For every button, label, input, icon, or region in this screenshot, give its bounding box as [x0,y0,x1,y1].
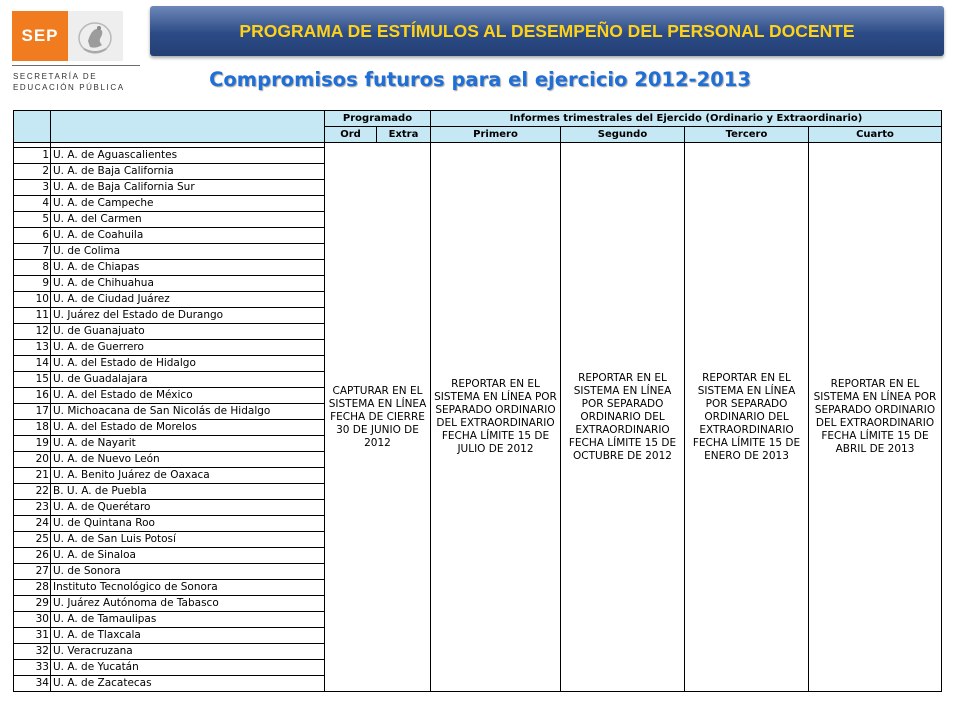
header-informes: Informes trimestrales del Ejercido (Ordinario y Extraordinario) [431,111,942,127]
institution-name: U. A. de Aguascalientes [51,148,325,164]
header-ord: Ord [325,127,377,143]
institution-name: U. A. Benito Juárez de Oaxaca [51,468,325,484]
header-programado: Programado [325,111,431,127]
institution-name: U. A. de Nuevo León [51,452,325,468]
commitments-table [13,110,942,692]
row-number: 4 [14,196,51,212]
institution-name: U. A. de Chihuahua [51,276,325,292]
row-number: 9 [14,276,51,292]
institution-name: U. A. de Chiapas [51,260,325,276]
primero-instruction: REPORTAR EN EL SISTEMA EN LÍNEA POR SEPARADO ORDINARIO DEL EXTRAORDINARIO FECHA LÍMITE 15 DE JULIO DE 2012 [431,143,561,692]
row-number: 15 [14,372,51,388]
institution-name: Instituto Tecnológico de Sonora [51,580,325,596]
institution-name: U. de Quintana Roo [51,516,325,532]
header-primero: Primero [431,127,561,143]
page-title: Compromisos futuros para el ejercicio 2012-2013 [209,68,751,91]
header-extra: Extra [377,127,431,143]
tercero-instruction: REPORTAR EN EL SISTEMA EN LÍNEA POR SEPARADO ORDINARIO DEL EXTRAORDINARIO FECHA LÍMITE 15 DE ENERO DE 2013 [685,143,809,692]
institution-name: U. Michoacana de San Nicolás de Hidalgo [51,404,325,420]
row-number: 6 [14,228,51,244]
row-number: 28 [14,580,51,596]
row-number: 34 [14,676,51,692]
programado-instruction: CAPTURAR EN EL SISTEMA EN LÍNEA FECHA DE CIERRE 30 DE JUNIO DE 2012 [325,143,431,692]
row-number: 32 [14,644,51,660]
cuarto-instruction: REPORTAR EN EL SISTEMA EN LÍNEA POR SEPARADO ORDINARIO DEL EXTRAORDINARIO FECHA LÍMITE 15 DE ABRIL DE 2013 [809,143,942,692]
institution-name: U. Juárez del Estado de Durango [51,308,325,324]
row-number: 24 [14,516,51,532]
program-banner [150,6,944,56]
institution-name: U. A. del Estado de México [51,388,325,404]
row-number: 12 [14,324,51,340]
institution-name: U. A. de Coahuila [51,228,325,244]
institution-name: U. de Colima [51,244,325,260]
row-number: 13 [14,340,51,356]
row-number: 23 [14,500,51,516]
row-number: 29 [14,596,51,612]
banner-title: PROGRAMA DE ESTÍMULOS AL DESEMPEÑO DEL PERSONAL DOCENTE [239,21,855,41]
logo-subtitle-line1: SECRETARÍA DE [13,72,98,81]
institution-name: U. A. del Carmen [51,212,325,228]
institution-name: U. A. de Yucatán [51,660,325,676]
institution-name: U. de Sonora [51,564,325,580]
institution-name: U. de Guanajuato [51,324,325,340]
institution-name: U. A. de Baja California Sur [51,180,325,196]
segundo-instruction: REPORTAR EN EL SISTEMA EN LÍNEA POR SEPARADO ORDINARIO DEL EXTRAORDINARIO FECHA LÍMITE 15 DE OCTUBRE DE 2012 [561,143,685,692]
row-number: 26 [14,548,51,564]
row-number: 27 [14,564,51,580]
sep-brand-mark: SEP [12,11,68,61]
logo-subtitle-line2: EDUCACIÓN PÚBLICA [13,83,125,92]
institution-name: U. de Guadalajara [51,372,325,388]
header-tercero: Tercero [685,127,809,143]
row-number: 31 [14,628,51,644]
row-number: 16 [14,388,51,404]
institution-name: U. A. de Tamaulipas [51,612,325,628]
row-number: 33 [14,660,51,676]
header-blank-number [14,111,51,143]
logo-subtitle [13,71,143,93]
row-number: 2 [14,164,51,180]
institution-name: U. A. de Querétaro [51,500,325,516]
row-number: 19 [14,436,51,452]
institution-name: U. A. de Tlaxcala [51,628,325,644]
row-number: 17 [14,404,51,420]
institution-name: U. A. del Estado de Morelos [51,420,325,436]
institution-name: U. A. de San Luis Potosí [51,532,325,548]
institution-name: B. U. A. de Puebla [51,484,325,500]
row-number: 30 [14,612,51,628]
institution-name: U. Veracruzana [51,644,325,660]
header-segundo: Segundo [561,127,685,143]
row-number: 1 [14,148,51,164]
institution-name: U. A. de Nayarit [51,436,325,452]
row-number: 10 [14,292,51,308]
logo-divider [12,65,140,66]
sep-logo [10,7,143,98]
row-number: 18 [14,420,51,436]
row-number: 25 [14,532,51,548]
row-number: 21 [14,468,51,484]
header-blank-name [51,111,325,143]
row-number: 14 [14,356,51,372]
institution-name: U. A. de Zacatecas [51,676,325,692]
header-cuarto: Cuarto [809,127,942,143]
row-number: 3 [14,180,51,196]
institution-name: U. Juárez Autónoma de Tabasco [51,596,325,612]
institution-name: U. A. de Baja California [51,164,325,180]
row-number: 7 [14,244,51,260]
mexico-coat-of-arms-icon [68,11,123,61]
row-number: 22 [14,484,51,500]
row-number: 20 [14,452,51,468]
institution-name: U. A. de Sinaloa [51,548,325,564]
row-number: 5 [14,212,51,228]
row-number: 11 [14,308,51,324]
institution-name: U. A. de Guerrero [51,340,325,356]
institution-name: U. A. de Campeche [51,196,325,212]
institution-name: U. A. del Estado de Hidalgo [51,356,325,372]
row-number: 8 [14,260,51,276]
institution-name: U. A. de Ciudad Juárez [51,292,325,308]
